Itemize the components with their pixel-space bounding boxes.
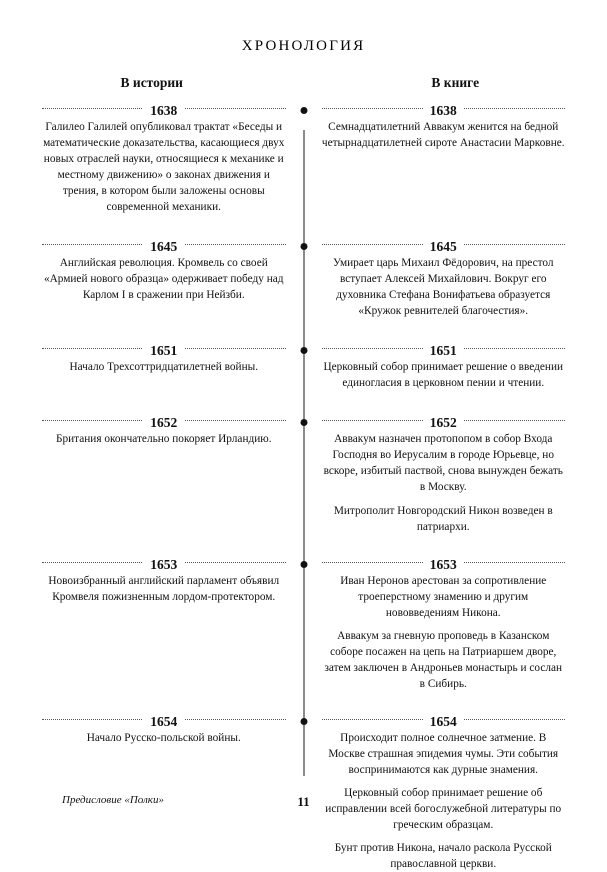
year-label-left: 1638 [42, 101, 286, 115]
row-left [0, 555, 304, 605]
entry-text: Начало Русско-польской войны. [42, 730, 286, 746]
page-number: 11 [0, 794, 607, 810]
entry-text: Семнадцатилетний Аввакум женится на бедной четырнадцатилетней сироте Анастасии Марковне. [322, 119, 566, 151]
entry-text: Происходит полное солнечное затмение. В Москве страшная эпидемия чумы. Эти события воспринимаются как дурные знамения. [322, 730, 566, 778]
row-right [304, 237, 607, 319]
year-label-left: 1645 [42, 237, 286, 251]
entry-text: Аввакум назначен протопопом в собор Входа Господня во Иерусалим в городе Юрьевце, но вскоре, избитый паствой, снова вынужден бежать в Москву. [322, 431, 566, 495]
page-footer [0, 794, 607, 810]
entry-text: Иван Неронов арестован за сопротивление троеперстному знамению и другим нововведениям Никона. [322, 573, 566, 621]
entry-text: Аввакум за гневную проповедь в Казанском соборе посажен на цепь на Патриаршем дворе, затем заключен в Андроньев монастырь и сослан в Сибирь. [322, 628, 566, 692]
timeline-node [300, 243, 307, 250]
timeline-node [300, 347, 307, 354]
row-left [0, 237, 304, 303]
entry-text: Новоизбранный английский парламент объявил Кромвеля пожизненным лордом-протектором. [42, 573, 286, 605]
column-header-left: В истории [0, 75, 304, 91]
column-headers [0, 75, 607, 91]
column-header-right: В книге [304, 75, 607, 91]
timeline-node [300, 419, 307, 426]
page-title: ХРОНОЛОГИЯ [0, 38, 607, 55]
row-left [0, 712, 304, 746]
row-left [0, 341, 304, 375]
entry-text: Церковный собор принимает решение об исправлении всей богослужебной литературы по греческим образцам. [322, 785, 566, 833]
row-right [304, 413, 607, 534]
timeline-row [0, 237, 607, 319]
year-label-right: 1652 [322, 413, 566, 427]
entry-text: Бунт против Никона, начало раскола Русской православной церкви. [322, 840, 566, 872]
entry-text: Начало Трехсоттридцатилетней войны. [42, 359, 286, 375]
timeline-row [0, 341, 607, 391]
timeline-node [300, 561, 307, 568]
footer-note: Предисловие «Полки» [62, 794, 164, 806]
row-right [304, 555, 607, 692]
chronology-page [0, 38, 607, 838]
year-label-left: 1652 [42, 413, 286, 427]
year-label-right: 1653 [322, 555, 566, 569]
row-right [304, 101, 607, 151]
year-label-left: 1654 [42, 712, 286, 726]
entry-text: Английская революция. Кромвель со своей «Армией нового образца» одерживает победу над Карлом I в сражении при Нейзби. [42, 255, 286, 303]
row-left [0, 101, 304, 215]
year-label-right: 1654 [322, 712, 566, 726]
timeline-row [0, 712, 607, 872]
entry-text: Умирает царь Михаил Фёдорович, на престол вступает Алексей Михайлович. Вокруг его духовника Стефана Вонифатьева образуется «Кружок ревнителей благочестия». [322, 255, 566, 319]
timeline-row [0, 555, 607, 692]
timeline-row [0, 101, 607, 215]
year-label-left: 1651 [42, 341, 286, 355]
year-label-right: 1651 [322, 341, 566, 355]
row-left [0, 413, 304, 447]
row-right [304, 341, 607, 391]
timeline-node [300, 107, 307, 114]
timeline-row [0, 413, 607, 534]
row-right [304, 712, 607, 872]
year-label-right: 1645 [322, 237, 566, 251]
year-label-left: 1653 [42, 555, 286, 569]
entry-text: Церковный собор принимает решение о введении единогласия в церковном пении и чтении. [322, 359, 566, 391]
entry-text: Митрополит Новгородский Никон возведен в патриархи. [322, 503, 566, 535]
timeline-node [300, 718, 307, 725]
year-label-right: 1638 [322, 101, 566, 115]
entry-text: Британия окончательно покоряет Ирландию. [42, 431, 286, 447]
timeline [0, 101, 607, 872]
entry-text: Галилео Галилей опубликовал трактат «Беседы и математические доказательства, касающиеся двух новых отраслей науки, относящиеся к механике и местному движению» о законах движения и трения, в котором были заложены основы современной механики. [42, 119, 286, 215]
